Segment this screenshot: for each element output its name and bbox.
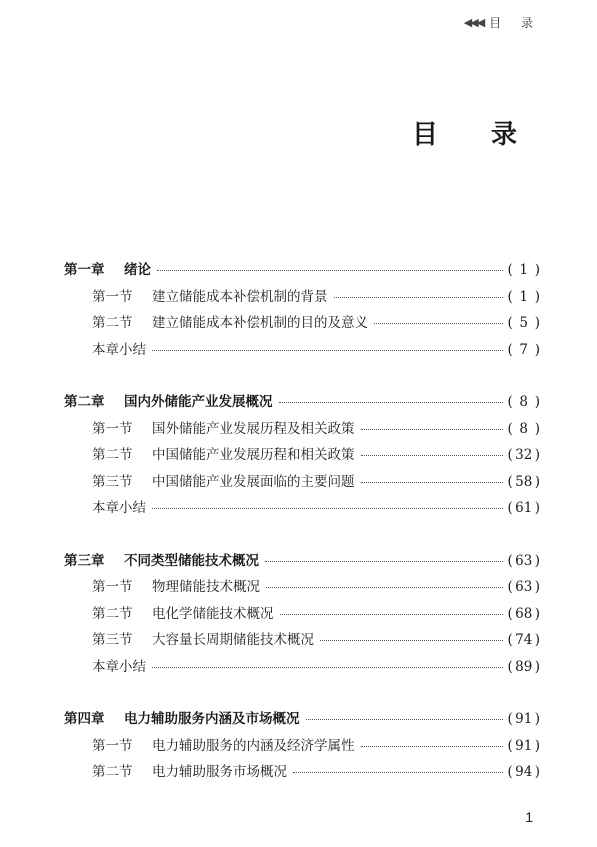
page-ref: ( 94 ) — [507, 759, 540, 786]
chapter-title: 不同类型储能技术概况 — [124, 552, 259, 569]
page-ref: ( 91 ) — [507, 706, 540, 733]
page-number: 1 — [525, 809, 533, 825]
chapter-title: 国内外储能产业发展概况 — [124, 394, 273, 410]
toc-section-entry — [64, 337, 540, 364]
section-number: 第三节 — [92, 473, 133, 490]
toc-section-entry — [64, 733, 540, 760]
chapter-gap — [64, 363, 540, 389]
page-ref: ( 7 ) — [507, 337, 540, 364]
page-ref-number: 32 — [515, 447, 533, 463]
page-ref-number: 91 — [515, 737, 533, 754]
toc-section-entry — [64, 574, 540, 601]
page-ref-number: 8 — [519, 420, 529, 437]
page-ref: ( 63 ) — [507, 574, 540, 601]
dot-leader — [293, 772, 503, 773]
section-title: 电化学储能技术概况 — [152, 605, 274, 622]
page-ref: ( 8 ) — [507, 416, 540, 443]
page-ref-number: 8 — [519, 394, 529, 410]
page-ref: ( 68 ) — [507, 601, 540, 628]
dot-leader — [361, 429, 504, 430]
page-ref: ( 61 ) — [507, 495, 540, 522]
toc-chapter-entry — [64, 257, 540, 284]
toc-section-entry — [64, 601, 540, 628]
section-title: 本章小结 — [92, 658, 146, 675]
section-number: 第二节 — [92, 764, 133, 780]
toc-section-entry — [64, 495, 540, 522]
page-ref-number: 5 — [519, 315, 529, 331]
chapter-number: 第三章 — [64, 552, 105, 569]
running-header-text: 目 录 — [489, 16, 541, 30]
page-ref: ( 63 ) — [507, 548, 540, 575]
dot-leader — [279, 402, 504, 403]
toc-section-entry — [64, 654, 540, 681]
chapter-title: 电力辅助服务内涵及市场概况 — [124, 711, 300, 727]
chapter-gap — [64, 680, 540, 706]
page-ref-number: 94 — [515, 764, 533, 780]
toc-section-entry — [64, 759, 540, 786]
chapter-number: 第四章 — [64, 711, 105, 727]
section-title: 国外储能产业发展历程及相关政策 — [152, 420, 355, 437]
section-title: 大容量长周期储能技术概况 — [152, 632, 314, 648]
toc-section-entry — [64, 469, 540, 496]
page-ref-number: 74 — [515, 632, 533, 648]
page-ref: ( 32 ) — [507, 442, 540, 469]
chapter-gap — [64, 522, 540, 548]
dot-leader — [306, 719, 504, 720]
section-title: 中国储能产业发展历程和相关政策 — [152, 447, 355, 463]
dot-leader — [157, 270, 503, 271]
dot-leader — [361, 482, 504, 483]
section-number: 第二节 — [92, 605, 133, 622]
page-ref: ( 91 ) — [507, 733, 540, 760]
toc-chapter-entry — [64, 389, 540, 416]
dot-leader — [152, 350, 503, 351]
dot-leader — [280, 614, 504, 615]
chapter-number: 第一章 — [64, 262, 105, 278]
dot-leader — [374, 323, 503, 324]
dot-leader — [361, 746, 504, 747]
section-number: 第一节 — [92, 288, 133, 305]
page-ref-number: 68 — [515, 605, 533, 622]
section-title: 本章小结 — [92, 341, 146, 358]
page-ref: ( 74 ) — [507, 627, 540, 654]
dot-leader — [361, 455, 504, 456]
table-of-contents — [64, 257, 540, 786]
running-header — [464, 14, 541, 31]
page-ref: ( 1 ) — [507, 284, 540, 311]
page-ref: ( 8 ) — [507, 389, 540, 416]
page-ref-number: 7 — [519, 341, 529, 358]
page-ref-number: 89 — [515, 658, 533, 675]
triple-arrow-icon: ◀◀◀ — [463, 16, 484, 29]
section-title: 电力辅助服务的内涵及经济学属性 — [152, 737, 355, 754]
section-number: 第一节 — [92, 420, 133, 437]
dot-leader — [152, 667, 503, 668]
section-title: 电力辅助服务市场概况 — [152, 764, 287, 780]
toc-section-entry — [64, 310, 540, 337]
toc-section-entry — [64, 627, 540, 654]
section-number: 第一节 — [92, 579, 133, 595]
toc-chapter-entry — [64, 706, 540, 733]
page-ref: ( 5 ) — [507, 310, 540, 337]
section-title: 建立储能成本补偿机制的目的及意义 — [152, 315, 368, 331]
dot-leader — [152, 508, 503, 509]
section-number: 第三节 — [92, 632, 133, 648]
dot-leader — [320, 640, 503, 641]
section-number: 第二节 — [92, 447, 133, 463]
section-title: 建立储能成本补偿机制的背景 — [152, 288, 328, 305]
page-title: 目 录 — [411, 120, 539, 150]
section-title: 物理储能技术概况 — [152, 579, 260, 595]
page-ref: ( 89 ) — [507, 654, 540, 681]
page-ref-number: 1 — [519, 288, 529, 305]
toc-chapter-entry — [64, 548, 540, 575]
section-title: 中国储能产业发展面临的主要问题 — [152, 473, 355, 490]
page-ref-number: 91 — [515, 711, 533, 727]
toc-section-entry — [64, 416, 540, 443]
page-ref-number: 1 — [519, 262, 529, 278]
dot-leader — [334, 297, 504, 298]
toc-section-entry — [64, 284, 540, 311]
toc-section-entry — [64, 442, 540, 469]
dot-leader — [266, 587, 503, 588]
section-title: 本章小结 — [92, 500, 146, 516]
page-ref: ( 58 ) — [507, 469, 540, 496]
page-ref-number: 58 — [515, 473, 533, 490]
dot-leader — [265, 561, 503, 562]
page-ref-number: 63 — [515, 579, 533, 595]
chapter-number: 第二章 — [64, 394, 105, 410]
page-ref-number: 63 — [515, 552, 533, 569]
section-number: 第一节 — [92, 737, 133, 754]
chapter-title: 绪论 — [124, 262, 151, 278]
page-ref: ( 1 ) — [507, 257, 540, 284]
section-number: 第二节 — [92, 315, 133, 331]
page-ref-number: 61 — [515, 500, 533, 516]
